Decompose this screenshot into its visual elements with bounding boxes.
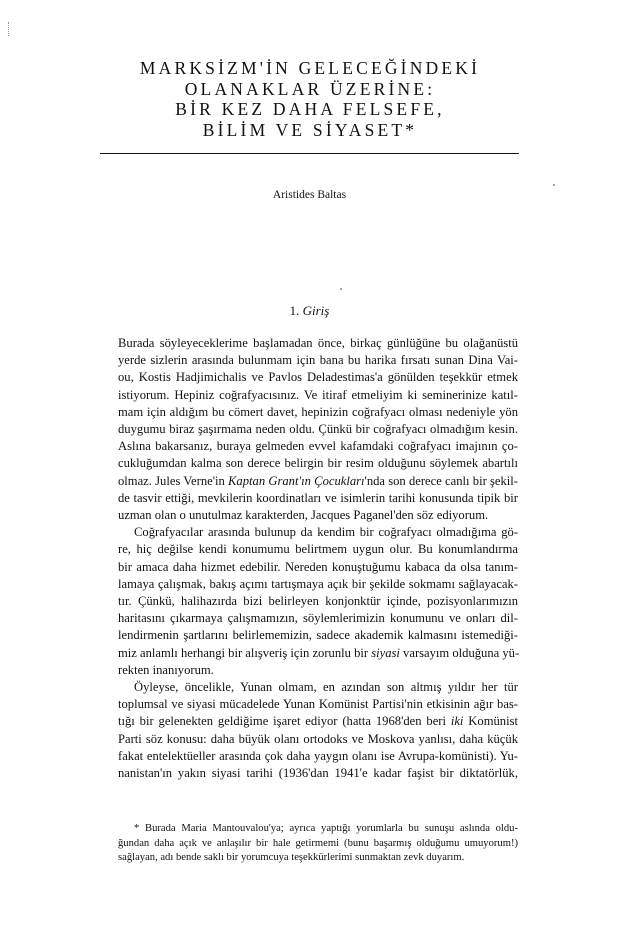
emphasis: siyasi	[371, 645, 400, 660]
text-line: Burada söyleyeceklerime başlamadan önce, birkaç günlüğüne bu olağanüstü	[118, 336, 518, 350]
title-line-1: MARKSİZM'İN GELECEĞİNDEKİ	[139, 58, 481, 78]
paragraph	[118, 524, 518, 679]
footnote-line: * Burada Maria Mantouvalou'ya; ayrıca yaptığı yorumlarla bu sunuşu aslında oldu-	[134, 823, 518, 834]
footnote-line: sağlayan, adı bende saklı bir yorumcuya teşekkürlerimi sunmaktan zevk duyarım.	[118, 852, 465, 864]
scan-speck	[340, 288, 342, 290]
text-line: bir amaca daha hizmet edebilir. Nereden konuştuğumu kabaca da olsa tanım-	[118, 559, 518, 574]
text-run: miz anlamlı herhangi bir alışveriş için zorunlu bir	[118, 645, 372, 660]
text-line: lamaya çalışmak, bakış açımı tartışmaya açık bir şekilde sokmamı sağlayacak-	[118, 576, 518, 591]
scan-margin-mark	[8, 22, 11, 36]
text-run: varsayım olduğuna yü-	[399, 645, 520, 660]
text-line: lendirmenin şartlarını belirlememizin, sadece akademik kalmasını istemediği-	[118, 628, 518, 643]
author-name: Aristides Baltas	[272, 189, 347, 201]
text-line: rekten inanıyorum.	[118, 662, 214, 677]
book-title: Kaptan Grant'ın Çocukları	[228, 473, 365, 488]
text-line: uzman olan o unutulmaz karakterden, Jacques Paganel'den söz ediyorum.	[118, 508, 489, 523]
text-line: Öyleyse, öncelikle, Yunan olmam, en azından son altmış yıldır her tür	[134, 680, 518, 695]
title-line-2: OLANAKLAR ÜZERİNE:	[184, 78, 436, 99]
section-title: Giriş	[302, 303, 330, 318]
text-line: nanistan'ın yakın siyasi tarihi (1936'dan 1941'e kadar faşist bir diktatörlük,	[118, 766, 518, 781]
section-heading	[100, 303, 519, 319]
paragraph	[118, 679, 518, 782]
text-line	[118, 473, 518, 490]
text-run: Komünist	[463, 714, 518, 729]
text-line: re, hiç değilse kendi konumumu belirtmem uygun olur. Bu konumlandırma	[118, 542, 518, 557]
text-line: Parti söz konusu: daha büyük olanı ortodoks ve Moskova yanlısı, daha küçük	[118, 731, 518, 746]
text-run: tığı bir gelenekten geldiğime işaret ediyor (hatta 1968'den beri	[118, 714, 451, 729]
text-line: yerde sizlerin arasında bulunmam için bana bu harika fırsatı sunan Dina Vai-	[118, 353, 518, 368]
text-run: olmaz. Jules Verne'in	[118, 473, 229, 488]
text-line	[118, 713, 518, 730]
text-line: fakat entelektüeller arasında çok daha yaygın olanı ise Avrupa-komünisti). Yu-	[118, 748, 518, 763]
text-line: haritasını çıkarmaya çalışmamızın, söylemlerimizin konumunu ve onları dil-	[118, 611, 518, 626]
emphasis: iki	[450, 714, 464, 729]
text-line: istiyorum. Hepiniz coğrafyacısınız. Ve itiraf etmeliyim ki seminerinize katıl-	[118, 387, 518, 402]
text-run: 'nda son derece canlı bir şekil-	[364, 473, 518, 488]
footnote	[118, 822, 518, 866]
paragraph	[118, 335, 518, 524]
text-line: tır. Çünkü, halihazırda bizi belirleyen konjonktür içinde, pozisyonlarımızın	[118, 594, 518, 609]
section-number: 1.	[289, 303, 300, 318]
title-line-4: BİLİM VE SİYASET*	[202, 119, 418, 140]
title-line-3: BİR KEZ DAHA FELSEFE,	[175, 99, 445, 119]
text-line: toplumsal ve siyasi mücadelede Yunan Komünist Partisi'nin etkisinin ağır bas-	[118, 697, 518, 712]
footnote-line: ğundan daha açık ve anlaşılır bir hale getirmemi (bunu başarmış olduğumu umuyorum!)	[118, 837, 518, 849]
body-text	[118, 335, 518, 782]
text-line: Coğrafyacılar arasında bulunup da kendim bir coğrafyacı olmadığıma gö-	[134, 525, 518, 540]
scan-speck	[553, 184, 555, 186]
text-line	[118, 645, 518, 662]
text-line: cukluğumdan kalma son derece belirgin bir resim olduğunu söylemek abartılı	[118, 456, 518, 471]
title-rule	[100, 153, 519, 154]
text-line: duygumu biraz şaşırmama neden oldu. Çünkü bir coğrafyacı olmadığım kesin.	[118, 422, 518, 437]
text-line: Aslına bakarsanız, buraya gelmeden evvel kafamdaki coğrafyacı imajının ço-	[118, 439, 518, 454]
article-title	[100, 58, 520, 140]
text-line: de tasvir ettiği, mevkilerin koordinatları ve isimlerin tarihi konusunda tipik bir	[118, 490, 518, 505]
text-line: ou, Kostis Hadjimichalis ve Pavlos Deladestimas'a gönülden teşekkür etmek	[118, 370, 518, 385]
text-line: mam için aldığım bu cömert davet, hepinizin coğrafyacı olması nedeniyle yön	[118, 404, 518, 419]
